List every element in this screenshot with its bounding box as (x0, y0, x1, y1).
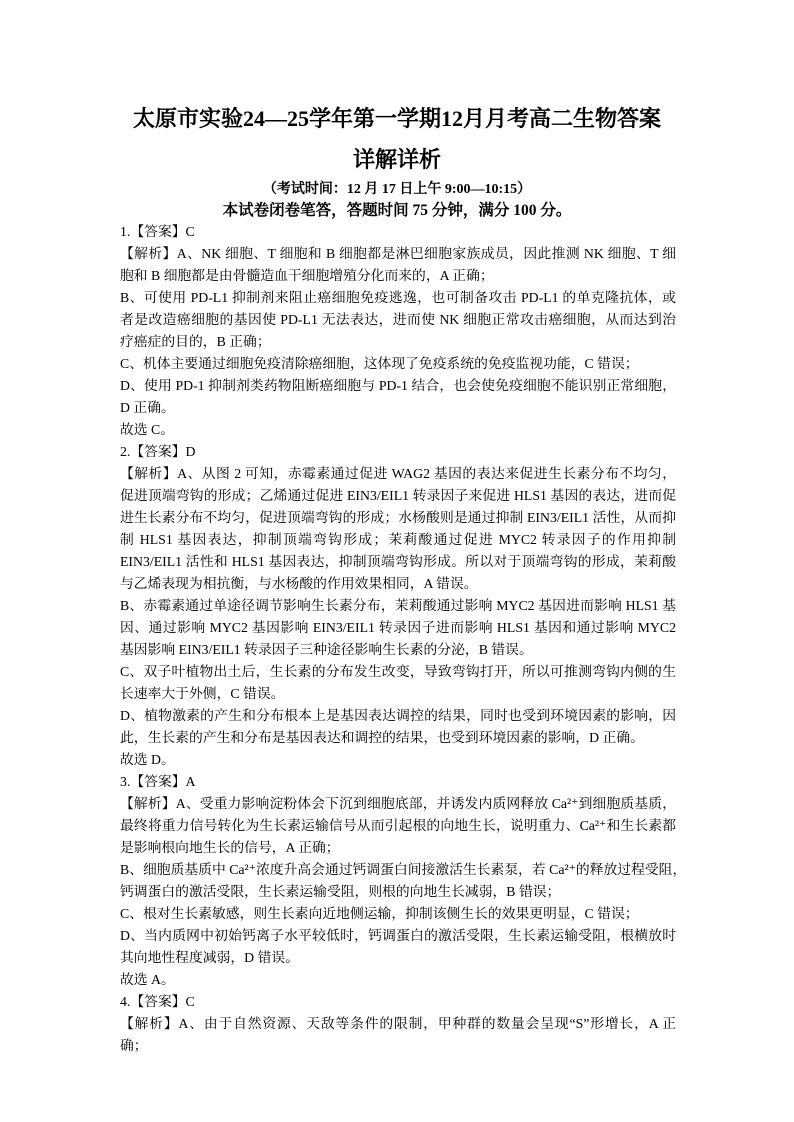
analysis-line: C、机体主要通过细胞免疫清除癌细胞，这体现了免疫系统的免疫监视功能，C 错误； (120, 356, 639, 371)
analysis-line: D、当内质网中初始钙离子水平较低时，钙调蛋白的激活受限，生长素运输受阻，根横放时 (120, 928, 676, 943)
document-header (0, 98, 794, 180)
analysis-line: 钙调蛋白的激活受限，生长素运输受阻，则根的向地生长减弱，B 错误； (120, 884, 561, 899)
exam-time: （考试时间：12 月 17 日上午 9:00—10:15） (262, 182, 532, 197)
analysis-line: 最终将重力信号转化为生长素运输信号从而引起根的向地生长，说明重力、Ca²⁺和生长素都 (120, 818, 676, 833)
analysis-line: 确； (120, 1038, 148, 1053)
analysis-line: D、使用 PD-1 抑制剂类药物阻断癌细胞与 PD-1 结合，也会使免疫细胞不能识别正常细胞， (120, 378, 676, 393)
analysis-line: 基因影响 EIN3/EIL1 转录因子三种途径影响生长素的分泌，B 错误。 (120, 642, 533, 657)
analysis-line: 疗癌症的目的，B 正确； (120, 334, 271, 349)
answer-heading: 2.【答案】D (120, 444, 196, 459)
document-subtitle: 详解详析 (352, 147, 441, 172)
answer-heading: 3.【答案】A (120, 774, 196, 789)
analysis-line: B、细胞质基质中 Ca²⁺浓度升高会通过钙调蛋白间接激活生长素泵，若 Ca²⁺的释放过程受阻， (120, 862, 687, 877)
analysis-line: D 正确。 (120, 400, 175, 415)
analysis-line: B、可使用 PD-L1 抑制剂来阻止癌细胞免疫逃逸，也可制备攻击 PD-L1 的单克隆抗体，或 (120, 290, 676, 305)
analysis-line: 【解析】A、NK 细胞、T 细胞和 B 细胞都是淋巴细胞家族成员，因此推测 NK 细胞、T 细 (120, 246, 676, 261)
analysis-line: 此，生长素的产生和分布是基因表达和调控的结果，也受到环境因素的影响，D 正确。 (120, 730, 644, 745)
exam-note: 本试卷闭卷笔答，答题时间 75 分钟，满分 100 分。 (222, 202, 572, 219)
analysis-line: 因、通过影响 MYC2 基因影响 EIN3/EIL1 转录因子进而影响 HLS1 基因和通过影响 MYC2 (120, 620, 676, 635)
analysis-line: EIN3/EIL1 活性和 HLS1 基因表达，抑制顶端弯钩形成。所以对于顶端弯钩的形成，茉莉酸 (120, 554, 676, 569)
analysis-line: D、植物激素的产生和分布根本上是基因表达调控的结果，同时也受到环境因素的影响，因 (120, 708, 676, 723)
analysis-line: 者是改造癌细胞的基因使 PD-L1 无法表达，进而使 NK 细胞正常攻击癌细胞，从而达到治 (120, 312, 676, 327)
analysis-line: 【解析】A、受重力影响淀粉体会下沉到细胞底部，并诱发内质网释放 Ca²⁺到细胞质基质， (120, 796, 676, 811)
analysis-line: C、双子叶植物出土后，生长素的分布发生改变，导致弯钩打开，所以可推测弯钩内侧的生 (120, 664, 676, 679)
analysis-line: 胞和 B 细胞都是由骨髓造血干细胞增殖分化而来的，A 正确； (120, 268, 494, 283)
analysis-line: B、赤霉素通过单途径调节影响生长素分布，茉莉酸通过影响 MYC2 基因进而影响 HLS1 基 (120, 598, 676, 613)
analysis-line: 【解析】A、从图 2 可知，赤霉素通过促进 WAG2 基因的表达来促进生长素分布不均匀， (120, 466, 676, 481)
conclusion-line: 故选 D。 (120, 752, 175, 767)
question-3 (120, 771, 687, 991)
answer-heading: 1.【答案】C (120, 224, 195, 239)
analysis-line: 是影响根向地生长的信号，A 正确； (120, 840, 340, 855)
conclusion-line: 故选 C。 (120, 422, 175, 437)
analysis-line: 促进顶端弯钩的形成；乙烯通过促进 EIN3/EIL1 转录因子来促进 HLS1 基因的表达，进而促 (120, 488, 676, 503)
analysis-line: 与乙烯表现为相抗衡，与水杨酸的作用效果相同，A 错误。 (120, 576, 478, 591)
analysis-line: 制 HLS1 基因表达，抑制顶端弯钩形成；茉莉酸通过促进 MYC2 转录因子的作用抑制 (120, 532, 676, 547)
analysis-line: 长速率大于外侧，C 错误。 (120, 686, 285, 701)
analysis-line: 其向地性程度减弱，D 错误。 (120, 950, 299, 965)
question-1 (120, 221, 676, 441)
question-4 (120, 991, 676, 1057)
conclusion-line: 故选 A。 (120, 972, 175, 987)
answer-heading: 4.【答案】C (120, 994, 195, 1009)
answer-content (120, 221, 687, 1057)
analysis-line: 【解析】A、由于自然资源、天敌等条件的限制，甲种群的数量会呈现“S”形增长，A 正 (120, 1016, 676, 1031)
analysis-line: C、根对生长素敏感，则生长素向近地侧运输，抑制该侧生长的效果更明显，C 错误； (120, 906, 639, 921)
question-2 (120, 441, 676, 771)
document-title: 太原市实验24—25学年第一学期12月月考高二生物答案 (132, 106, 661, 131)
analysis-line: 进生长素分布不均匀，促进顶端弯钩的形成；水杨酸则是通过抑制 EIN3/EIL1 活性，从而抑 (120, 510, 676, 525)
